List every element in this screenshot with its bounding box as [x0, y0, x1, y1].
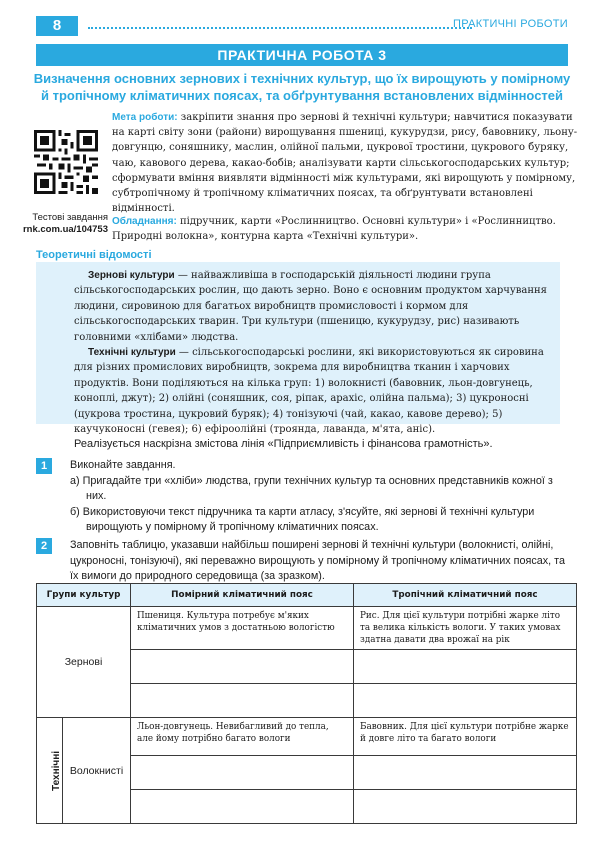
table-cell-empty[interactable]: [354, 790, 577, 824]
equipment-label: Обладнання:: [112, 216, 177, 227]
qr-caption-text: Тестові завдання: [32, 212, 108, 223]
page-number: 8: [36, 16, 78, 36]
table-header-temperate: Помірний кліматичний пояс: [131, 584, 354, 607]
crops-table: [36, 583, 577, 824]
table-cell-empty[interactable]: [131, 790, 354, 824]
theory-text-grain: — найважливіша в господарській діяльності людини група сільськогосподарських рослин, що дають зерно. Воно є основним продуктом харчування людини, сировиною для багатьох виробництв промисловості і кормом для сільськогосподарських тварин. Три культури (пшеницю, кукурудзу, рис) називають головними «хлібами» людства.: [74, 270, 547, 343]
goal-label: Мета роботи:: [112, 112, 178, 123]
qr-caption: [18, 212, 108, 236]
content-line-note: Реалізується наскрізна змістова лінія «Підприємливість і фінансова грамотність».: [74, 438, 493, 450]
table-cell-fiber-tropical[interactable]: Бавовник. Для цієї культури потрібне жарке й довге літо та багато вологи: [354, 718, 577, 756]
equipment-text: підручник, карти «Рослинництво. Основні культури» і «Рослинництво. Природні волокна», контурна карта «Технічні культури».: [112, 216, 556, 243]
table-cell-grain-tropical[interactable]: Рис. Для цієї культури потрібні жарке літо та велика кількість вологи. У таких умовах здатна давати два врожаї на рік: [354, 607, 577, 650]
table-group-grain: Зернові: [37, 607, 131, 718]
table-group-technical: [37, 718, 63, 824]
theory-term-grain: Зернові культури: [88, 270, 175, 281]
task-1-item-a: а) Пригадайте три «хліби» людства, групи технічних культур та основних представників кожної з них.: [70, 474, 553, 503]
table-cell-fiber-temperate[interactable]: Льон-довгунець. Невибагливий до тепла, але йому потрібно багато вологи: [131, 718, 354, 756]
header-divider: [88, 27, 472, 29]
table-cell-empty[interactable]: [354, 650, 577, 684]
table-cell-empty[interactable]: [131, 650, 354, 684]
task-2-text: Заповніть таблицю, указавши найбільш поширені зернові й технічні культури (волокнисті, олійні, цукроносні, тонізуючі), які переважно вирощують у помірному й тропічному кліматичних поясах, та їх вимоги до природного середовища (за зразком).: [70, 539, 565, 583]
task-1: [70, 458, 570, 536]
qr-code-icon[interactable]: [34, 130, 98, 194]
section-label: ПРАКТИЧНІ РОБОТИ: [453, 18, 568, 30]
task-2-number: 2: [36, 538, 52, 554]
task-1-item-b: б) Використовуючи текст підручника та карти атласу, з'ясуйте, які зернові й технічні культури вирощують у помірному й тропічному кліматичних поясах.: [70, 505, 535, 534]
table-header-groups: Групи культур: [37, 584, 131, 607]
table-cell-grain-temperate[interactable]: Пшениця. Культура потребує м'яких кліматичних умов з достатньою вологістю: [131, 607, 354, 650]
table-cell-empty[interactable]: [131, 756, 354, 790]
theory-paragraph-grain: [74, 268, 548, 345]
table-subgroup-fibrous: Волокнисті: [63, 718, 131, 824]
theory-label: Теоретичні відомості: [36, 249, 152, 261]
task-1-title: Виконайте завдання.: [70, 459, 176, 471]
qr-link[interactable]: rnk.com.ua/104753: [22, 224, 108, 235]
work-subtitle: Визначення основних зернових і технічних культур, що їх вирощують у помірному й тропічному кліматичних поясах, та обґрунтування встановлених відмінностей: [33, 71, 571, 103]
theory-paragraph-technical: [74, 345, 548, 437]
theory-term-technical: Технічні культури: [88, 347, 176, 359]
table-header-tropical: Тропічний кліматичний пояс: [354, 584, 577, 607]
page-header: [36, 16, 568, 36]
goal-paragraph: [112, 110, 580, 216]
theory-text-technical: — сільськогосподарські рослини, які використовуються як сировина для різних промислових виробництв, зокрема для виробництва тканин і харчових продуктів. Вони поділяються на кілька груп: 1) волокнисті (бавовник, льон-довгунець, коноплі, джут); 2) олійні (соняшник, соя, ріпак, арахіс, олійна пальма); 3) цукроносні (цукрова тростина, цукровий буряк); 4) тонізуючі (чай, какао, кавове дерево); 5) каучуконосні (гевея); 6) ефіроолійні (троянда, лаванда, м'ята, аніс).: [74, 347, 544, 436]
task-1-number: 1: [36, 458, 52, 474]
theory-box: [36, 262, 560, 436]
goal-text: закріпити знання про зернові й технічні культури; навчитися показувати на карті світу зони (райони) вирощування пшениці, кукурудзи, рису, бавовнику, льону-довгунцю, соняшнику, маслин, олійної пальми, цукрової тростини, цукрового буряку, чаю, кавового дерева, какао-бобів; аналізувати карти сільськогосподарських культур; сформувати вміння виявляти відмінності між культурами, які вирощують у помірному, субтропічному й тропічному кліматичних поясах, та обґрунтувати встановлені відмінності.: [112, 112, 578, 215]
table-group-technical-label: Технічні: [51, 750, 63, 791]
table-cell-empty[interactable]: [354, 684, 577, 718]
work-title: ПРАКТИЧНА РОБОТА 3: [36, 44, 568, 66]
equipment-paragraph: [112, 214, 580, 244]
table-cell-empty[interactable]: [131, 684, 354, 718]
table-cell-empty[interactable]: [354, 756, 577, 790]
